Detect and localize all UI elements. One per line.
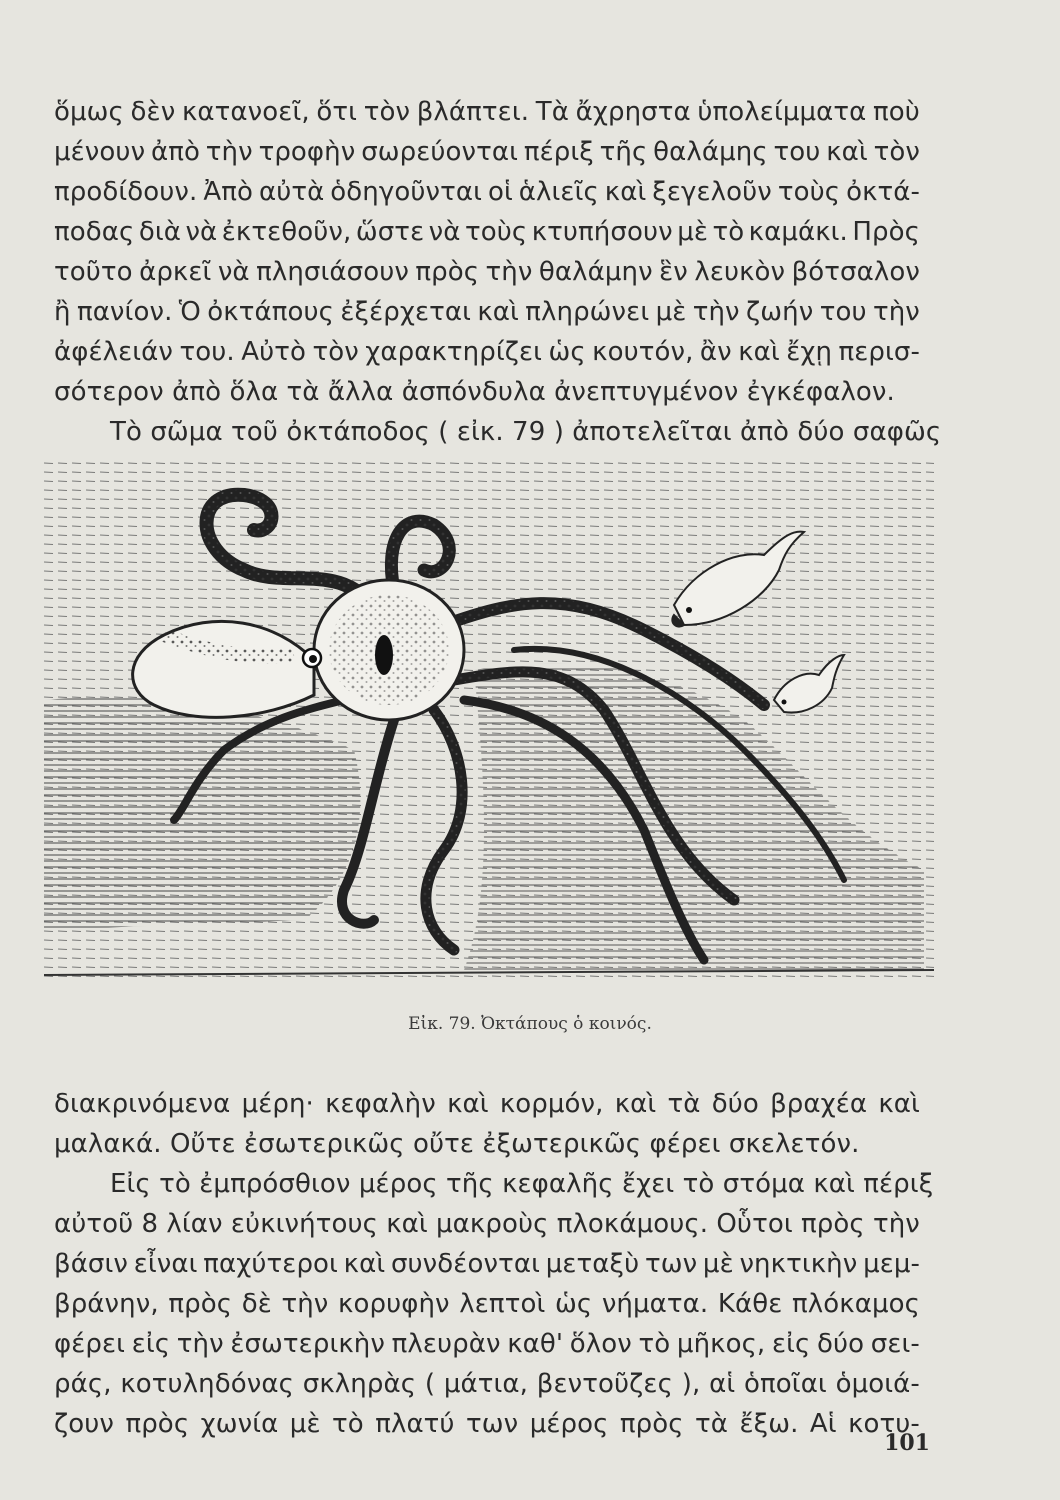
text-line: αὐτοῦ 8 λίαν εὐκινήτους καὶ μακροὺς πλοκάμους. Οὗτοι πρὸς τὴν	[54, 1209, 920, 1239]
figure-caption: Εἰκ. 79. Ὀκτάπους ὁ κοινός.	[408, 1014, 652, 1034]
text-line: προδίδουν. Ἀπὸ αὐτὰ ὁδηγοῦνται οἱ ἁλιεῖς καὶ ξεγελοῦν τοὺς ὀκτά-	[54, 177, 920, 207]
text-line: βράνην, πρὸς δὲ τὴν κορυφὴν λεπτοὶ ὡς νήματα. Κάθε πλόκαμος	[54, 1289, 920, 1319]
text-line: μαλακά. Οὔτε ἐσωτερικῶς οὔτε ἐξωτερικῶς φέρει σκελετόν.	[54, 1129, 860, 1159]
text-line: ἢ πανίον. Ὁ ὀκτάπους ἐξέρχεται καὶ πληρώνει μὲ τὴν ζωήν του τὴν	[54, 297, 920, 327]
text-line-indented: Τὸ σῶμα τοῦ ὀκτάποδος ( εἰκ. 79 ) ἀποτελεῖται ἀπὸ δύο σαφῶς	[110, 417, 942, 447]
text-line: μένουν ἀπὸ τὴν τροφὴν σωρεύονται πέριξ τῆς θαλάμης του καὶ τὸν	[54, 137, 920, 167]
page-number: 101	[884, 1430, 930, 1456]
text-line: φέρει εἰς τὴν ἐσωτερικὴν πλευρὰν καθ' ὅλον τὸ μῆκος, εἰς δύο σει-	[54, 1329, 920, 1359]
text-line: διακρινόμενα μέρη· κεφαλὴν καὶ κορμόν, καὶ τὰ δύο βραχέα καὶ	[54, 1089, 920, 1119]
text-line-indented: Εἰς τὸ ἐμπρόσθιον μέρος τῆς κεφαλῆς ἔχει τὸ στόμα καὶ πέριξ	[110, 1169, 934, 1199]
text-line: ράς, κοτυληδόνας σκληρὰς ( μάτια, βεντοῦζες ), αἱ ὁποῖαι ὁμοιά-	[54, 1369, 920, 1399]
octopus-illustration	[44, 450, 934, 990]
text-line: ὅμως δὲν κατανοεῖ, ὅτι τὸν βλάπτει. Τὰ ἄχρηστα ὑπολείμματα ποὺ	[54, 97, 920, 127]
text-line: βάσιν εἶναι παχύτεροι καὶ συνδέονται μεταξὺ των μὲ νηκτικὴν μεμ-	[54, 1249, 920, 1279]
text-line: σότερον ἀπὸ ὅλα τὰ ἄλλα ἀσπόνδυλα ἀνεπτυγμένον ἐγκέφαλον.	[54, 377, 895, 407]
text-line: τοῦτο ἀρκεῖ νὰ πλησιάσουν πρὸς τὴν θαλάμην ἓν λευκὸν βότσαλον	[54, 257, 920, 287]
octopus-siphon	[375, 635, 393, 675]
text-line: ζουν πρὸς χωνία μὲ τὸ πλατύ των μέρος πρὸς τὰ ἔξω. Αἱ κοτυ-	[54, 1409, 920, 1439]
text-line: ποδας διὰ νὰ ἐκτεθοῦν, ὥστε νὰ τοὺς κτυπήσουν μὲ τὸ καμάκι. Πρὸς	[54, 217, 920, 247]
text-line: ἀφέλειάν του. Αὐτὸ τὸν χαρακτηρίζει ὡς κουτόν, ἂν καὶ ἔχῃ περισ-	[54, 337, 920, 367]
